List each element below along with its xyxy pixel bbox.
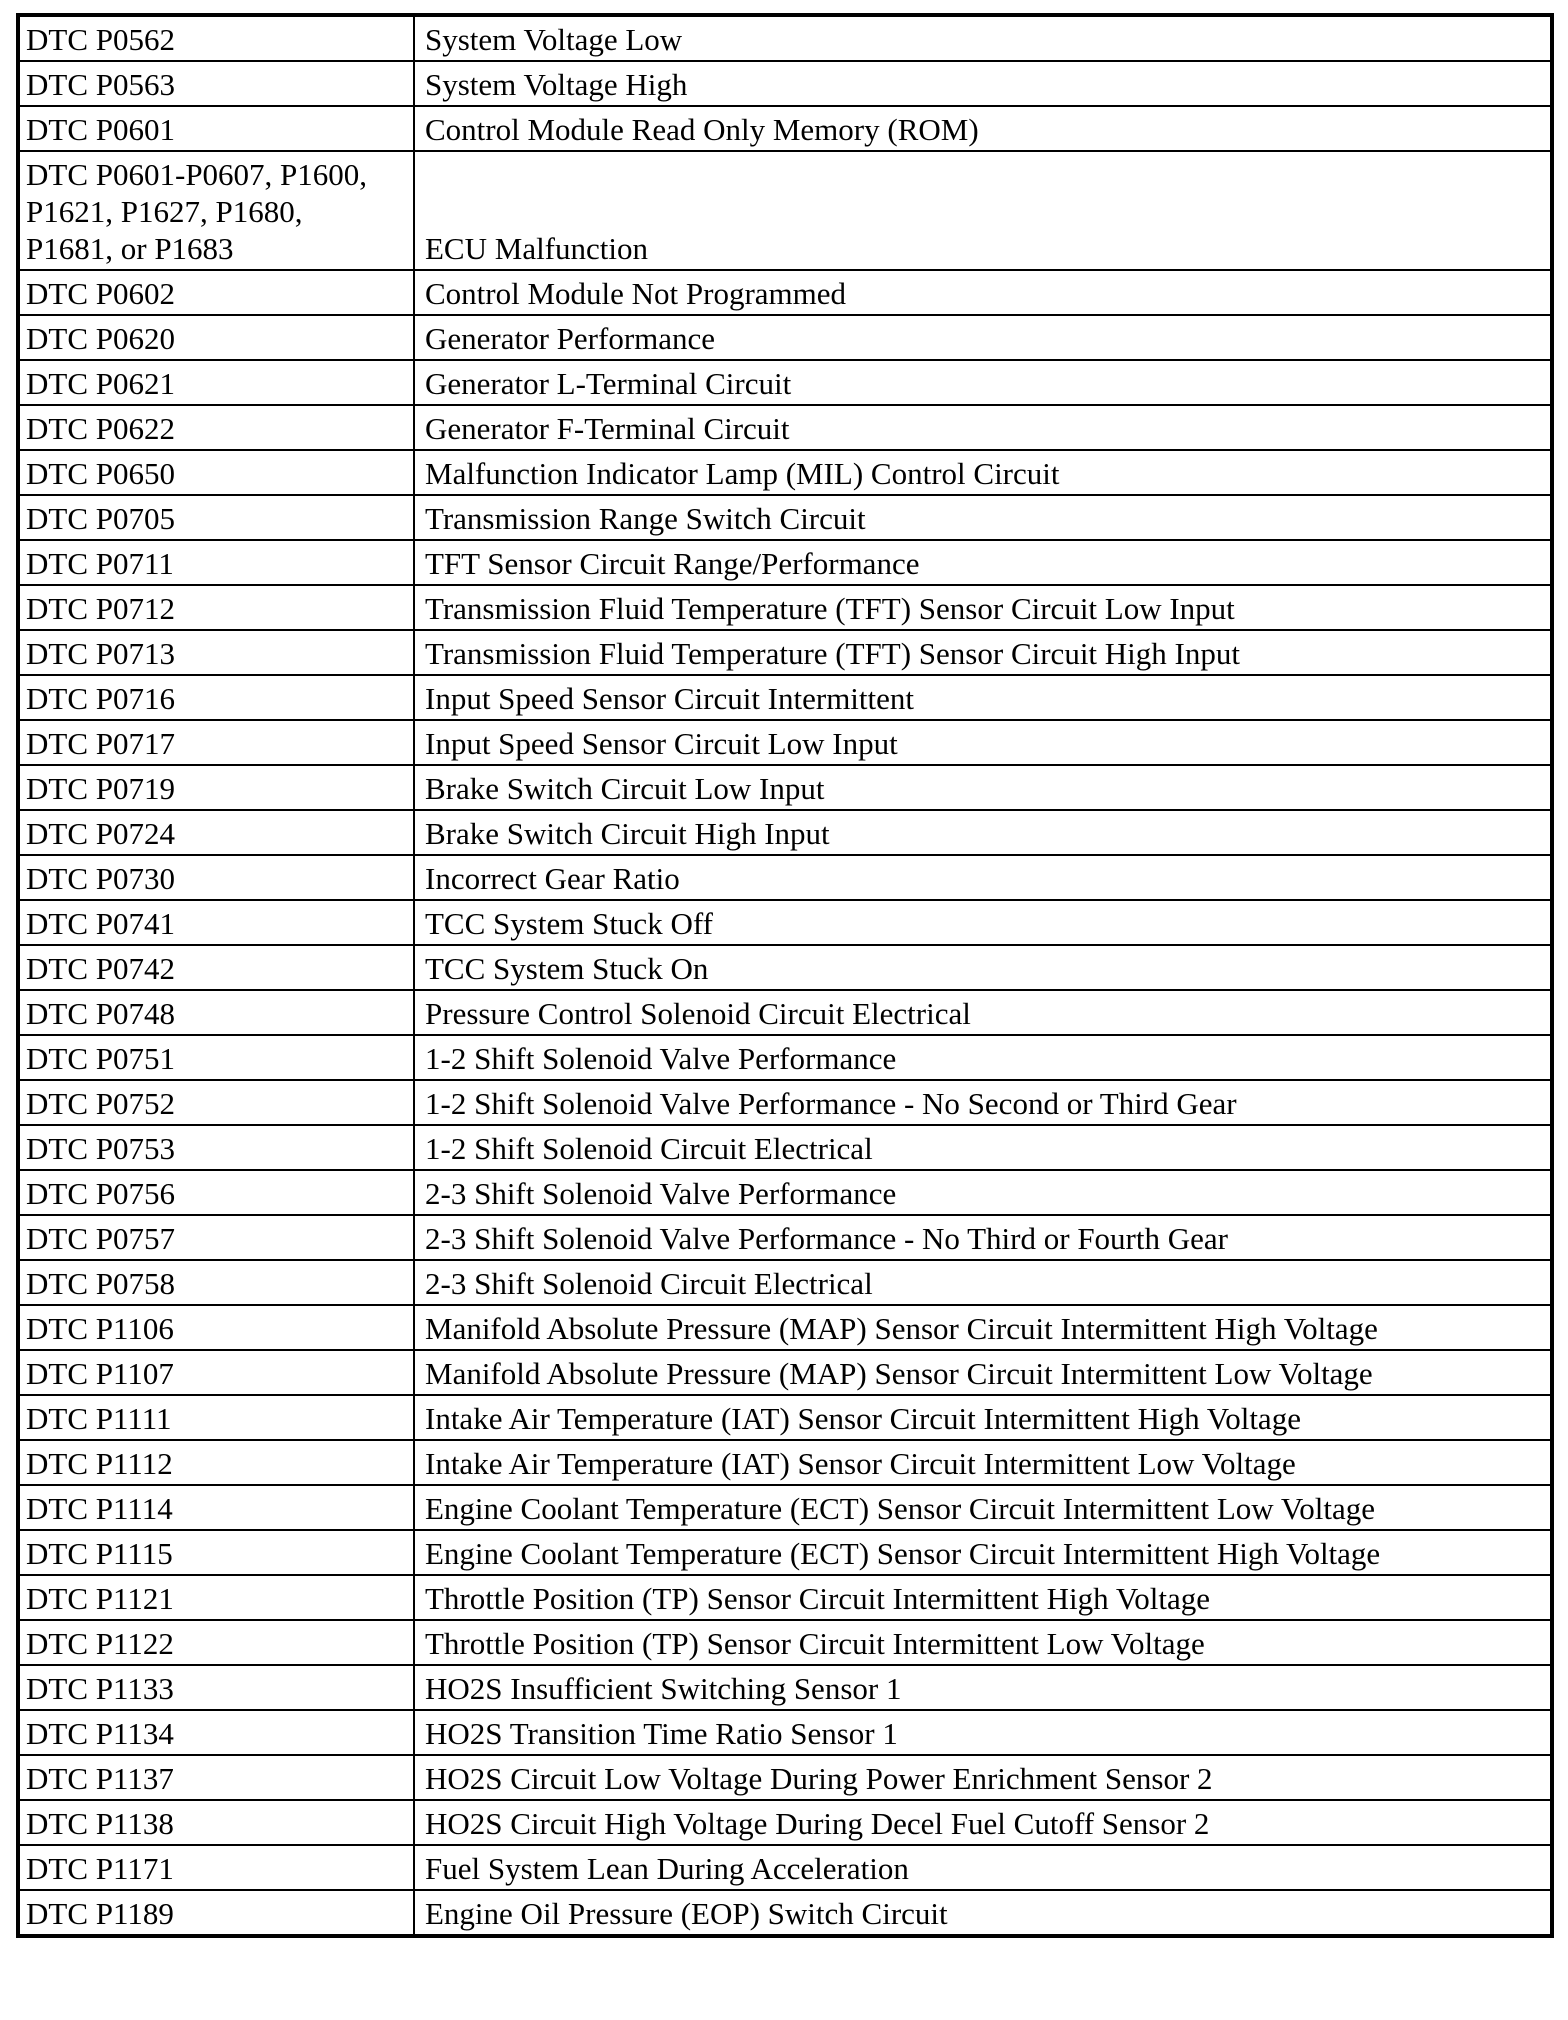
dtc-description-cell: System Voltage High — [414, 61, 1552, 106]
table-row — [18, 450, 1552, 495]
table-row — [18, 855, 1552, 900]
table-row — [18, 1395, 1552, 1440]
dtc-description-cell: Control Module Read Only Memory (ROM) — [414, 106, 1552, 151]
dtc-description-cell: 1-2 Shift Solenoid Valve Performance — [414, 1035, 1552, 1080]
table-row — [18, 630, 1552, 675]
dtc-code-cell: DTC P1138 — [18, 1800, 414, 1845]
table-row — [18, 360, 1552, 405]
dtc-code-cell: DTC P1106 — [18, 1305, 414, 1350]
dtc-description-cell: Malfunction Indicator Lamp (MIL) Control Circuit — [414, 450, 1552, 495]
dtc-code-cell: DTC P0753 — [18, 1125, 414, 1170]
dtc-description-cell: Throttle Position (TP) Sensor Circuit Intermittent High Voltage — [414, 1575, 1552, 1620]
dtc-description-cell: Intake Air Temperature (IAT) Sensor Circuit Intermittent High Voltage — [414, 1395, 1552, 1440]
dtc-description-cell: HO2S Insufficient Switching Sensor 1 — [414, 1665, 1552, 1710]
table-row — [18, 270, 1552, 315]
dtc-code-cell: DTC P1111 — [18, 1395, 414, 1440]
table-row — [18, 540, 1552, 585]
table-row — [18, 495, 1552, 540]
dtc-code-cell: DTC P0748 — [18, 990, 414, 1035]
dtc-description-cell: Engine Coolant Temperature (ECT) Sensor Circuit Intermittent High Voltage — [414, 1530, 1552, 1575]
dtc-description-cell: Pressure Control Solenoid Circuit Electrical — [414, 990, 1552, 1035]
dtc-table-body — [18, 15, 1552, 1936]
table-row — [18, 1800, 1552, 1845]
dtc-code-cell: DTC P0741 — [18, 900, 414, 945]
dtc-description-cell: Manifold Absolute Pressure (MAP) Sensor Circuit Intermittent High Voltage — [414, 1305, 1552, 1350]
table-row — [18, 1890, 1552, 1936]
table-row — [18, 1125, 1552, 1170]
dtc-code-cell: DTC P0719 — [18, 765, 414, 810]
dtc-code-cell: DTC P0602 — [18, 270, 414, 315]
dtc-code-cell: DTC P0562 — [18, 15, 414, 61]
table-row — [18, 1575, 1552, 1620]
dtc-code-cell: DTC P1112 — [18, 1440, 414, 1485]
dtc-description-cell: TCC System Stuck Off — [414, 900, 1552, 945]
table-row — [18, 1755, 1552, 1800]
table-row — [18, 945, 1552, 990]
table-row — [18, 1440, 1552, 1485]
dtc-code-cell: DTC P0713 — [18, 630, 414, 675]
dtc-code-cell: DTC P0622 — [18, 405, 414, 450]
table-row — [18, 1530, 1552, 1575]
dtc-description-cell: Generator F-Terminal Circuit — [414, 405, 1552, 450]
table-row — [18, 1035, 1552, 1080]
table-row — [18, 1305, 1552, 1350]
dtc-description-cell: Generator Performance — [414, 315, 1552, 360]
table-row — [18, 1350, 1552, 1395]
table-row — [18, 15, 1552, 61]
dtc-description-cell: 2-3 Shift Solenoid Valve Performance — [414, 1170, 1552, 1215]
table-row — [18, 585, 1552, 630]
table-row — [18, 1215, 1552, 1260]
dtc-code-cell: DTC P0620 — [18, 315, 414, 360]
dtc-code-cell: DTC P0650 — [18, 450, 414, 495]
dtc-description-cell: Transmission Range Switch Circuit — [414, 495, 1552, 540]
table-row — [18, 1620, 1552, 1665]
table-row — [18, 405, 1552, 450]
table-row — [18, 61, 1552, 106]
dtc-code-cell: DTC P0712 — [18, 585, 414, 630]
dtc-code-cell: DTC P1137 — [18, 1755, 414, 1800]
table-row — [18, 810, 1552, 855]
dtc-code-cell: DTC P0757 — [18, 1215, 414, 1260]
dtc-description-cell: Input Speed Sensor Circuit Low Input — [414, 720, 1552, 765]
dtc-code-cell: DTC P1114 — [18, 1485, 414, 1530]
dtc-code-cell: DTC P1122 — [18, 1620, 414, 1665]
table-row — [18, 990, 1552, 1035]
dtc-code-cell: DTC P0716 — [18, 675, 414, 720]
dtc-description-cell: 2-3 Shift Solenoid Valve Performance - No Third or Fourth Gear — [414, 1215, 1552, 1260]
dtc-description-cell: TCC System Stuck On — [414, 945, 1552, 990]
dtc-code-cell: DTC P0756 — [18, 1170, 414, 1215]
table-row — [18, 675, 1552, 720]
dtc-description-cell: Input Speed Sensor Circuit Intermittent — [414, 675, 1552, 720]
dtc-description-cell: Transmission Fluid Temperature (TFT) Sensor Circuit High Input — [414, 630, 1552, 675]
table-row — [18, 1665, 1552, 1710]
dtc-code-cell: DTC P1115 — [18, 1530, 414, 1575]
dtc-description-cell: Manifold Absolute Pressure (MAP) Sensor Circuit Intermittent Low Voltage — [414, 1350, 1552, 1395]
dtc-description-cell: Generator L-Terminal Circuit — [414, 360, 1552, 405]
dtc-description-cell: Intake Air Temperature (IAT) Sensor Circuit Intermittent Low Voltage — [414, 1440, 1552, 1485]
dtc-code-table — [16, 13, 1554, 1938]
dtc-code-cell: DTC P1189 — [18, 1890, 414, 1936]
dtc-description-cell: HO2S Transition Time Ratio Sensor 1 — [414, 1710, 1552, 1755]
dtc-description-cell: Throttle Position (TP) Sensor Circuit Intermittent Low Voltage — [414, 1620, 1552, 1665]
dtc-description-cell: Control Module Not Programmed — [414, 270, 1552, 315]
table-row — [18, 151, 1552, 270]
dtc-description-cell: HO2S Circuit High Voltage During Decel Fuel Cutoff Sensor 2 — [414, 1800, 1552, 1845]
dtc-code-cell: DTC P0711 — [18, 540, 414, 585]
dtc-description-cell: Brake Switch Circuit Low Input — [414, 765, 1552, 810]
dtc-description-cell: 2-3 Shift Solenoid Circuit Electrical — [414, 1260, 1552, 1305]
table-row — [18, 1170, 1552, 1215]
dtc-code-cell: DTC P0621 — [18, 360, 414, 405]
dtc-code-cell: DTC P0752 — [18, 1080, 414, 1125]
dtc-code-cell: DTC P0751 — [18, 1035, 414, 1080]
dtc-description-cell: HO2S Circuit Low Voltage During Power Enrichment Sensor 2 — [414, 1755, 1552, 1800]
dtc-code-cell: DTC P0758 — [18, 1260, 414, 1305]
dtc-code-cell: DTC P0563 — [18, 61, 414, 106]
table-row — [18, 1710, 1552, 1755]
table-row — [18, 720, 1552, 765]
dtc-code-cell: DTC P0705 — [18, 495, 414, 540]
table-row — [18, 1845, 1552, 1890]
dtc-description-cell: ECU Malfunction — [414, 151, 1552, 270]
dtc-code-cell: DTC P1133 — [18, 1665, 414, 1710]
dtc-description-cell: System Voltage Low — [414, 15, 1552, 61]
table-row — [18, 106, 1552, 151]
dtc-description-cell: Fuel System Lean During Acceleration — [414, 1845, 1552, 1890]
dtc-code-cell: DTC P1121 — [18, 1575, 414, 1620]
dtc-code-cell: DTC P0601-P0607, P1600, P1621, P1627, P1680, P1681, or P1683 — [18, 151, 414, 270]
table-row — [18, 1485, 1552, 1530]
dtc-description-cell: 1-2 Shift Solenoid Circuit Electrical — [414, 1125, 1552, 1170]
table-row — [18, 765, 1552, 810]
table-row — [18, 315, 1552, 360]
dtc-description-cell: Engine Oil Pressure (EOP) Switch Circuit — [414, 1890, 1552, 1936]
table-row — [18, 1260, 1552, 1305]
dtc-code-cell: DTC P0742 — [18, 945, 414, 990]
dtc-code-cell: DTC P0724 — [18, 810, 414, 855]
dtc-description-cell: Transmission Fluid Temperature (TFT) Sensor Circuit Low Input — [414, 585, 1552, 630]
dtc-code-cell: DTC P0717 — [18, 720, 414, 765]
dtc-description-cell: Engine Coolant Temperature (ECT) Sensor Circuit Intermittent Low Voltage — [414, 1485, 1552, 1530]
dtc-code-cell: DTC P1134 — [18, 1710, 414, 1755]
dtc-description-cell: Incorrect Gear Ratio — [414, 855, 1552, 900]
dtc-code-cell: DTC P0730 — [18, 855, 414, 900]
table-row — [18, 900, 1552, 945]
dtc-code-cell: DTC P1171 — [18, 1845, 414, 1890]
dtc-code-cell: DTC P0601 — [18, 106, 414, 151]
dtc-code-cell: DTC P1107 — [18, 1350, 414, 1395]
dtc-description-cell: TFT Sensor Circuit Range/Performance — [414, 540, 1552, 585]
dtc-description-cell: Brake Switch Circuit High Input — [414, 810, 1552, 855]
dtc-description-cell: 1-2 Shift Solenoid Valve Performance - No Second or Third Gear — [414, 1080, 1552, 1125]
table-row — [18, 1080, 1552, 1125]
